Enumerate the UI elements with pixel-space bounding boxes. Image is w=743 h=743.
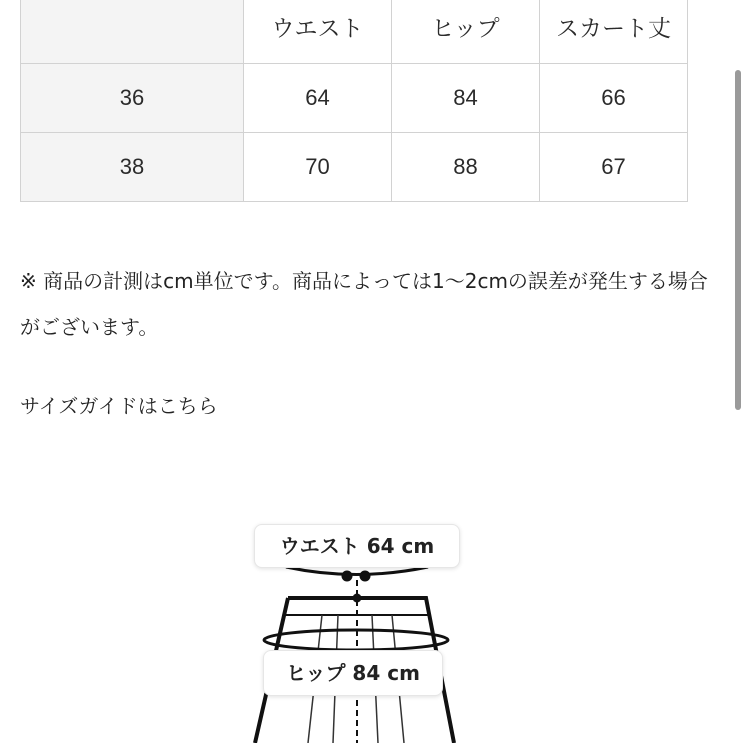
scrollbar-thumb[interactable] (735, 70, 741, 410)
skirt-length-cell: 67 (540, 133, 688, 202)
measurement-note: ※ 商品の計測はcm単位です。商品によっては1〜2cmの誤差が発生する場合がございます。 (20, 269, 708, 339)
header-size-cell (21, 0, 244, 64)
header-hip: ヒップ (392, 0, 540, 64)
waist-cell: 70 (244, 133, 392, 202)
size-guide-link[interactable]: サイズガイドはこちら (20, 394, 218, 418)
hip-measurement-label: ヒップ 84 cm (263, 650, 443, 696)
table-row (21, 64, 688, 133)
size-label-cell: 38 (21, 133, 244, 202)
skirt-length-cell: 66 (540, 64, 688, 133)
hip-cell: 84 (392, 64, 540, 133)
table-header-row (21, 0, 688, 64)
skirt-diagram (0, 500, 743, 743)
size-table (20, 0, 688, 202)
waist-curve (286, 567, 428, 575)
scrollbar[interactable] (733, 70, 743, 410)
waist-dot-right (360, 571, 371, 582)
hip-cell: 88 (392, 133, 540, 202)
header-skirt-length: スカート丈 (540, 0, 688, 64)
waist-measurement-label: ウエスト 64 cm (254, 524, 460, 568)
size-table-body (21, 64, 688, 202)
center-dot (353, 594, 362, 603)
header-waist: ウエスト (244, 0, 392, 64)
size-label-cell: 36 (21, 64, 244, 133)
table-row (21, 133, 688, 202)
size-table-header (21, 0, 688, 64)
waist-dot-left (342, 571, 353, 582)
waist-cell: 64 (244, 64, 392, 133)
